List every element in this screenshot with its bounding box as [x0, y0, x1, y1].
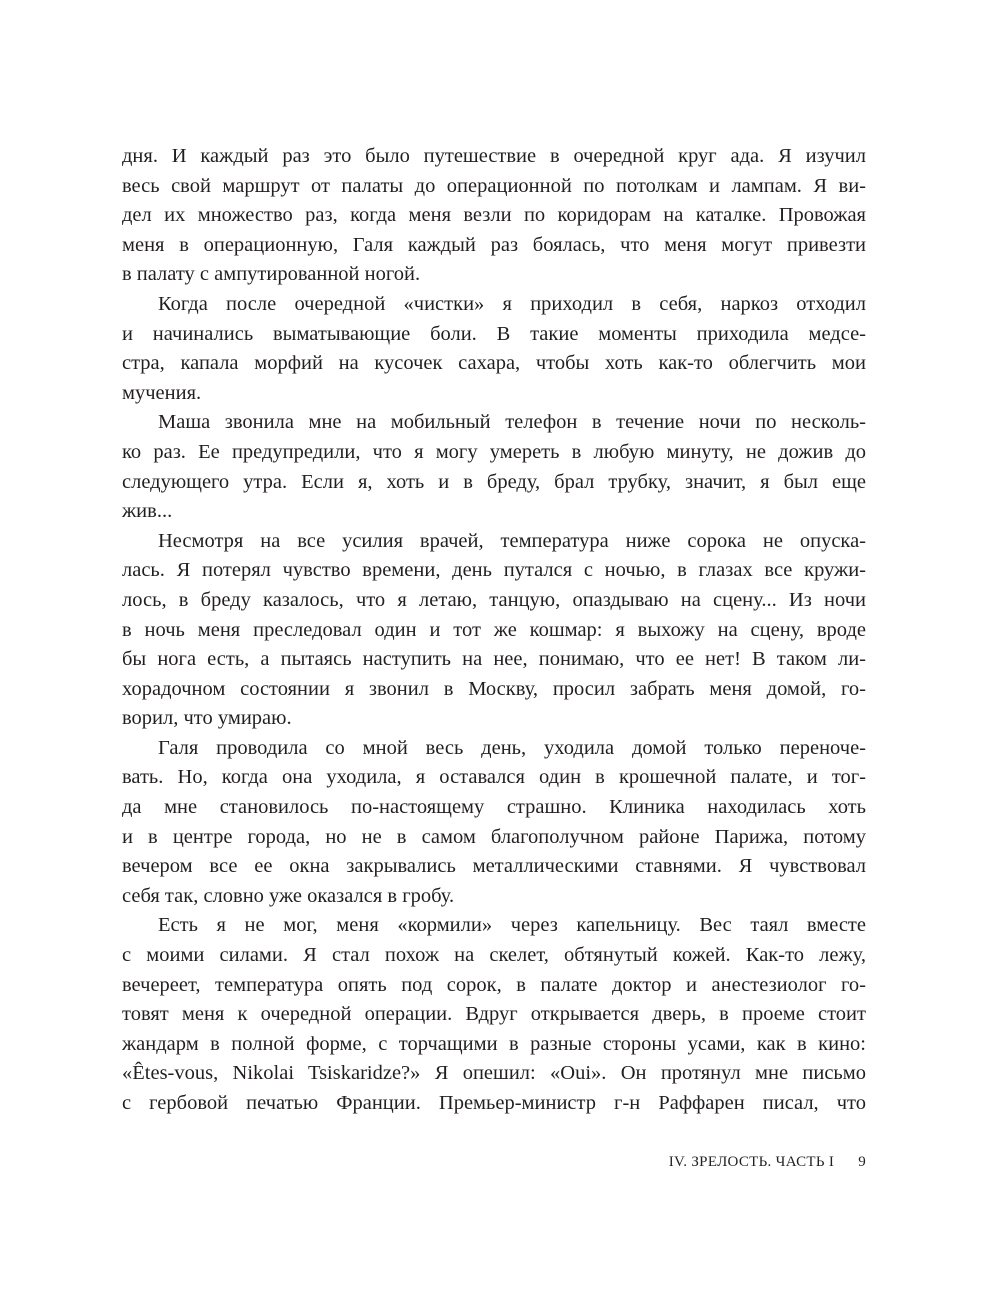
text-line: вечером все ее окна закрывались металлическими ставнями. Я чувствовал — [122, 855, 866, 878]
text-line: бы нога есть, а пытаясь наступить на нее, понимаю, что ее нет! В таком ли- — [122, 648, 866, 671]
text-line: лась. Я потерял чувство времени, день путался с ночью, в глазах все кружи- — [122, 559, 866, 582]
text-line: и начинались выматывающие боли. В такие моменты приходила медсе- — [122, 322, 866, 345]
page-number: 9 — [858, 1154, 866, 1170]
text-line: жандарм в полной форме, с торчащими в разные стороны усами, как в кино: — [122, 1032, 866, 1055]
paragraph — [122, 408, 866, 526]
text-line: товят меня к очередной операции. Вдруг открывается дверь, в проеме стоит — [122, 1003, 866, 1026]
text-line: вечереет, температура опять под сорок, в палате доктор и анестезиолог го- — [122, 973, 866, 996]
text-line: Галя проводила со мной весь день, уходила домой только переноче- — [158, 736, 866, 759]
text-line: себя так, словно уже оказался в гробу. — [122, 884, 455, 907]
text-line: «Êtes-vous, Nikolai Tsiskaridze?» Я опешил: «Oui». Он протянул мне письмо — [122, 1062, 866, 1085]
text-line: лось, в бреду казалось, что я летаю, танцую, опаздываю на сцену... Из ночи — [122, 588, 866, 611]
text-line: Несмотря на все усилия врачей, температура ниже сорока не опуска- — [158, 529, 866, 552]
text-line: стра, капала морфий на кусочек сахара, чтобы хоть как-то облегчить мои — [122, 352, 866, 375]
text-line: и в центре города, но не в самом благополучном районе Парижа, потому — [122, 825, 866, 848]
page-footer — [0, 1154, 866, 1171]
paragraph — [122, 734, 866, 912]
running-head: IV. ЗРЕЛОСТЬ. ЧАСТЬ I — [668, 1154, 835, 1170]
text-line: с моими силами. Я стал похож на скелет, обтянутый кожей. Как-то лежу, — [122, 944, 866, 967]
paragraph — [122, 527, 866, 734]
text-line: жив... — [122, 500, 173, 523]
text-line: хорадочном состоянии я звонил в Москву, просил забрать меня домой, го- — [122, 677, 866, 700]
text-line: ко раз. Ее предупредили, что я могу умереть в любую минуту, не дожив до — [122, 440, 866, 463]
text-line: мучения. — [122, 381, 202, 404]
text-line: вать. Но, когда она уходила, я оставался один в крошечной палате, и тог- — [122, 766, 866, 789]
text-line: дня. И каждый раз это было путешествие в очередной круг ада. Я изучил — [122, 145, 866, 167]
text-line: да мне становилось по-настоящему страшно. Клиника находилась хоть — [122, 796, 866, 819]
text-line: Есть я не мог, меня «кормили» через капельницу. Вес таял вместе — [158, 914, 866, 937]
text-line: Маша звонила мне на мобильный телефон в течение ночи по несколь- — [158, 411, 866, 434]
text-line: следующего утра. Если я, хоть и в бреду, брал трубку, значит, я был еще — [122, 470, 866, 493]
text-line: дел их множество раз, когда меня везли по коридорам на каталке. Провожая — [122, 204, 866, 227]
page-body — [122, 142, 866, 1119]
paragraph — [122, 290, 866, 408]
text-line: меня в операционную, Галя каждый раз боялась, что меня могут привезти — [122, 233, 866, 256]
text-line: ворил, что умираю. — [122, 707, 292, 730]
paragraph — [122, 911, 866, 1118]
text-line: с гербовой печатью Франции. Премьер-министр г-н Раффарен писал, что — [122, 1092, 866, 1114]
text-line: весь свой маршрут от палаты до операционной по потолкам и лампам. Я ви- — [122, 174, 866, 197]
text-line: в ночь меня преследовал один и тот же кошмар: я выхожу на сцену, вроде — [122, 618, 866, 641]
text-line: в палату с ампутированной ногой. — [122, 263, 421, 286]
paragraph — [122, 142, 866, 290]
text-line: Когда после очередной «чистки» я приходил в себя, наркоз отходил — [158, 292, 866, 315]
